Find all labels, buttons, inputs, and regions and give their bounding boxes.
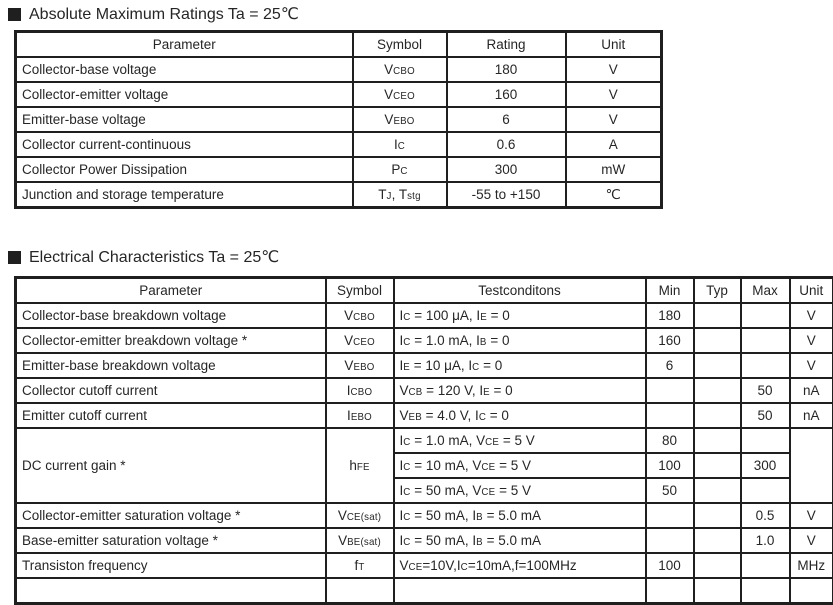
text-segment: Unit [799, 283, 823, 298]
text-segment: Unit [601, 37, 625, 52]
max-cell [741, 328, 790, 353]
unit-cell [790, 503, 833, 528]
text-segment: 300 [495, 162, 518, 177]
table-row [16, 353, 833, 378]
subscript-text: C [403, 437, 410, 448]
text-segment: V [609, 112, 618, 127]
text-segment: 180 [495, 62, 518, 77]
section-title-absolute-maximum-ratings [8, 5, 833, 24]
max-cell [741, 353, 790, 378]
parameter-cell [16, 303, 326, 328]
typ-cell [694, 553, 741, 578]
text-segment: 50 [757, 408, 772, 423]
unit-cell [790, 553, 833, 578]
typ-cell [694, 428, 741, 453]
typ-cell [694, 528, 741, 553]
min-cell [646, 353, 694, 378]
text-segment: = 4.0 V, I [422, 408, 479, 423]
unit-cell [566, 57, 662, 82]
text-segment: h [349, 458, 357, 473]
subscript-text: EBO [353, 362, 374, 373]
text-segment: I [400, 433, 404, 448]
table-row [16, 182, 662, 208]
text-segment: I [400, 483, 404, 498]
table-row [16, 82, 662, 107]
text-segment: Collector-emitter voltage [22, 87, 168, 102]
column-header [790, 278, 833, 304]
text-segment: = 1.0 mA, I [410, 333, 479, 348]
testcondition-cell [394, 353, 646, 378]
text-segment: = 10 mA, V [410, 458, 481, 473]
rating-cell [447, 132, 566, 157]
text-segment: Junction and storage temperature [22, 187, 224, 202]
text-segment: MHz [797, 558, 825, 573]
text-segment: V [384, 112, 393, 127]
symbol-cell [326, 403, 394, 428]
text-segment: I [400, 458, 404, 473]
text-segment: = 5 V [495, 458, 531, 473]
min-cell [646, 428, 694, 453]
parameter-cell [16, 528, 326, 553]
text-segment: V [609, 62, 618, 77]
text-segment: Emitter cutoff current [22, 408, 147, 423]
subscript-text: EBO [351, 412, 372, 423]
testcondition-cell [394, 403, 646, 428]
subscript-text: EB [409, 412, 422, 423]
subscript-text: C [461, 562, 468, 573]
rating-cell [447, 107, 566, 132]
table-row [16, 328, 833, 353]
typ-cell [694, 378, 741, 403]
text-segment: = 10 μA, I [410, 358, 472, 373]
text-segment: 0.6 [497, 137, 516, 152]
symbol-cell [353, 107, 447, 132]
text-segment: I [400, 533, 404, 548]
text-segment: = 100 μA, I [410, 308, 480, 323]
subscript-text: C [472, 362, 479, 373]
text-segment: mW [601, 162, 625, 177]
parameter-cell [16, 353, 326, 378]
text-segment: =10mA,f=100MHz [468, 558, 577, 573]
min-cell [646, 328, 694, 353]
text-segment: DC current gain * [22, 458, 126, 473]
symbol-cell [353, 82, 447, 107]
text-segment: I [400, 333, 404, 348]
text-segment: V [609, 87, 618, 102]
min-cell [646, 503, 694, 528]
text-segment: nA [803, 408, 820, 423]
text-segment: Collector-emitter saturation voltage * [22, 508, 240, 523]
text-segment: 160 [495, 87, 518, 102]
text-segment: V [807, 308, 816, 323]
min-cell [646, 378, 694, 403]
electrical-characteristics-table [14, 276, 833, 605]
subscript-text: CEO [353, 337, 375, 348]
symbol-cell [353, 157, 447, 182]
text-segment: Rating [486, 37, 525, 52]
unit-cell [566, 132, 662, 157]
max-cell [741, 428, 790, 453]
table-row [16, 428, 833, 453]
subscript-text: C [400, 166, 407, 177]
text-segment: = 5.0 mA [483, 508, 541, 523]
parameter-cell [16, 107, 353, 132]
testcondition-cell [394, 478, 646, 503]
text-segment: Typ [706, 283, 728, 298]
subscript-text: CE(sat) [347, 512, 381, 523]
symbol-cell [326, 428, 394, 503]
text-segment: Collector-base breakdown voltage [22, 308, 226, 323]
testcondition-cell [394, 428, 646, 453]
parameter-cell [16, 428, 326, 503]
symbol-cell [326, 303, 394, 328]
empty-cell [394, 578, 646, 604]
unit-cell [566, 157, 662, 182]
symbol-cell [326, 528, 394, 553]
text-segment: Min [659, 283, 681, 298]
text-segment: V [344, 358, 353, 373]
text-segment: = 50 mA, I [410, 508, 476, 523]
parameter-cell [16, 132, 353, 157]
unit-cell [790, 378, 833, 403]
text-segment: Collector current-continuous [22, 137, 191, 152]
parameter-cell [16, 328, 326, 353]
column-header [16, 32, 353, 58]
text-segment: T [378, 187, 386, 202]
text-segment: V [344, 308, 353, 323]
text-segment: 160 [658, 333, 681, 348]
column-header [16, 278, 326, 304]
empty-cell [16, 578, 326, 604]
max-cell [741, 453, 790, 478]
text-segment: V [807, 358, 816, 373]
subscript-text: CBO [351, 387, 373, 398]
empty-cell [646, 578, 694, 604]
min-cell [646, 553, 694, 578]
text-segment: nA [803, 383, 820, 398]
min-cell [646, 528, 694, 553]
min-cell [646, 403, 694, 428]
absolute-maximum-ratings-table [14, 30, 663, 209]
text-segment: 180 [658, 308, 681, 323]
text-segment: A [609, 137, 618, 152]
table-row [16, 132, 662, 157]
testcondition-cell [394, 528, 646, 553]
text-segment: Collector-base voltage [22, 62, 156, 77]
unit-cell [566, 107, 662, 132]
text-segment: Max [752, 283, 778, 298]
empty-cell [326, 578, 394, 604]
text-segment: Emitter-base breakdown voltage [22, 358, 216, 373]
unit-cell [790, 403, 833, 428]
text-segment: 6 [502, 112, 510, 127]
testcondition-cell [394, 328, 646, 353]
unit-cell [790, 428, 833, 503]
subscript-text: stg [407, 191, 421, 202]
symbol-cell [326, 328, 394, 353]
subscript-text: E [403, 362, 410, 373]
text-segment: f [355, 558, 359, 573]
text-segment: Base-emitter saturation voltage * [22, 533, 218, 548]
rating-cell [447, 82, 566, 107]
parameter-cell [16, 503, 326, 528]
text-segment: 300 [754, 458, 777, 473]
text-segment: 1.0 [756, 533, 775, 548]
subscript-text: E [480, 312, 487, 323]
subscript-text: C [398, 141, 405, 152]
text-segment: Testconditons [478, 283, 561, 298]
subscript-text: BE(sat) [347, 537, 381, 548]
empty-cell [694, 578, 741, 604]
subscript-text: CBO [353, 312, 375, 323]
table-row [16, 403, 833, 428]
column-header [741, 278, 790, 304]
text-segment: V [400, 408, 409, 423]
text-segment: V [807, 508, 816, 523]
table-row [16, 57, 662, 82]
max-cell [741, 303, 790, 328]
table-row [16, 503, 833, 528]
text-segment: V [807, 333, 816, 348]
subscript-text: CBO [393, 66, 415, 77]
subscript-text: CEO [393, 91, 415, 102]
text-segment: Emitter-base voltage [22, 112, 146, 127]
unit-cell [790, 528, 833, 553]
subscript-text: FE [357, 462, 370, 473]
text-segment: ℃ [606, 187, 621, 202]
text-segment: I [400, 308, 404, 323]
text-segment: = 0 [487, 333, 510, 348]
section-title-electrical-characteristics [8, 248, 833, 267]
text-segment: V [384, 87, 393, 102]
subscript-text: CE [481, 462, 495, 473]
max-cell [741, 478, 790, 503]
black-square-icon [8, 251, 21, 264]
text-segment: = 5.0 mA [483, 533, 541, 548]
text-segment: V [400, 383, 409, 398]
text-segment: V [384, 62, 393, 77]
subscript-text: B [480, 337, 487, 348]
table-header-row [16, 32, 662, 58]
max-cell [741, 528, 790, 553]
subscript-text: J [387, 191, 392, 202]
subscript-text: CE [409, 562, 423, 573]
symbol-cell [326, 503, 394, 528]
text-segment: Collector Power Dissipation [22, 162, 187, 177]
text-segment: I [347, 408, 351, 423]
subscript-text: CE [485, 437, 499, 448]
text-segment: = 5 V [499, 433, 535, 448]
subscript-text: B [476, 537, 483, 548]
section-title-text: Absolute Maximum Ratings Ta = 25℃ [29, 5, 299, 24]
table-row [16, 528, 833, 553]
typ-cell [694, 478, 741, 503]
text-segment: 100 [658, 458, 681, 473]
unit-cell [566, 182, 662, 208]
column-header [566, 32, 662, 58]
unit-cell [790, 328, 833, 353]
column-header [353, 32, 447, 58]
parameter-cell [16, 182, 353, 208]
table-row [16, 553, 833, 578]
black-square-icon [8, 8, 21, 21]
text-segment: Collector cutoff current [22, 383, 158, 398]
typ-cell [694, 403, 741, 428]
text-segment: V [400, 558, 409, 573]
parameter-cell [16, 57, 353, 82]
max-cell [741, 378, 790, 403]
parameter-cell [16, 403, 326, 428]
table-row-cropped [16, 578, 833, 604]
text-segment: 50 [757, 383, 772, 398]
max-cell [741, 553, 790, 578]
unit-cell [790, 353, 833, 378]
text-segment: I [394, 137, 398, 152]
text-segment: P [391, 162, 400, 177]
table-row [16, 378, 833, 403]
symbol-cell [353, 182, 447, 208]
subscript-text: C [403, 462, 410, 473]
rating-cell [447, 182, 566, 208]
subscript-text: EBO [393, 116, 414, 127]
text-segment: = 50 mA, V [410, 483, 481, 498]
text-segment: Parameter [153, 37, 216, 52]
text-segment: I [400, 508, 404, 523]
parameter-cell [16, 553, 326, 578]
text-segment: = 120 V, I [422, 383, 483, 398]
text-segment: 80 [662, 433, 677, 448]
table-row [16, 303, 833, 328]
subscript-text: C [403, 537, 410, 548]
subscript-text: CB [409, 387, 423, 398]
typ-cell [694, 353, 741, 378]
column-header [394, 278, 646, 304]
text-segment: = 0 [479, 358, 502, 373]
symbol-cell [353, 132, 447, 157]
column-header [646, 278, 694, 304]
testcondition-cell [394, 378, 646, 403]
min-cell [646, 453, 694, 478]
subscript-text: T [358, 562, 364, 573]
text-segment: Symbol [337, 283, 382, 298]
text-segment: I [347, 383, 351, 398]
text-segment: Parameter [139, 283, 202, 298]
table-header-row [16, 278, 833, 304]
testcondition-cell [394, 503, 646, 528]
rating-cell [447, 157, 566, 182]
column-header [694, 278, 741, 304]
unit-cell [790, 303, 833, 328]
column-header [447, 32, 566, 58]
max-cell [741, 503, 790, 528]
testcondition-cell [394, 553, 646, 578]
subscript-text: B [476, 512, 483, 523]
typ-cell [694, 303, 741, 328]
max-cell [741, 403, 790, 428]
subscript-text: C [479, 412, 486, 423]
subscript-text: C [403, 512, 410, 523]
unit-cell [566, 82, 662, 107]
text-segment: V [338, 533, 347, 548]
parameter-cell [16, 378, 326, 403]
table-row [16, 157, 662, 182]
text-segment: V [338, 508, 347, 523]
text-segment: = 50 mA, I [410, 533, 476, 548]
subscript-text: C [403, 487, 410, 498]
rating-cell [447, 57, 566, 82]
subscript-text: C [403, 312, 410, 323]
text-segment: =10V,I [422, 558, 460, 573]
typ-cell [694, 328, 741, 353]
symbol-cell [326, 353, 394, 378]
text-segment: -55 to +150 [472, 187, 541, 202]
text-segment: V [807, 533, 816, 548]
subscript-text: CE [481, 487, 495, 498]
text-segment: V [344, 333, 353, 348]
text-segment: Collector-emitter breakdown voltage * [22, 333, 247, 348]
symbol-cell [353, 57, 447, 82]
empty-cell [790, 578, 833, 604]
text-segment: = 1.0 mA, V [410, 433, 485, 448]
text-segment: Symbol [377, 37, 422, 52]
min-cell [646, 303, 694, 328]
testcondition-cell [394, 303, 646, 328]
text-segment: I [400, 358, 404, 373]
text-segment: 6 [666, 358, 674, 373]
parameter-cell [16, 157, 353, 182]
section-title-text: Electrical Characteristics Ta = 25℃ [29, 248, 279, 267]
typ-cell [694, 503, 741, 528]
min-cell [646, 478, 694, 503]
text-segment: = 0 [490, 383, 513, 398]
text-segment: Transiston frequency [22, 558, 148, 573]
table-row [16, 107, 662, 132]
text-segment: 50 [662, 483, 677, 498]
subscript-text: C [403, 337, 410, 348]
subscript-text: E [483, 387, 490, 398]
typ-cell [694, 453, 741, 478]
text-segment: 100 [658, 558, 681, 573]
parameter-cell [16, 82, 353, 107]
text-segment: 0.5 [756, 508, 775, 523]
testcondition-cell [394, 453, 646, 478]
column-header [326, 278, 394, 304]
text-segment: = 0 [486, 408, 509, 423]
text-segment: , T [392, 187, 408, 202]
symbol-cell [326, 378, 394, 403]
text-segment: = 5 V [495, 483, 531, 498]
text-segment: = 0 [487, 308, 510, 323]
symbol-cell [326, 553, 394, 578]
empty-cell [741, 578, 790, 604]
